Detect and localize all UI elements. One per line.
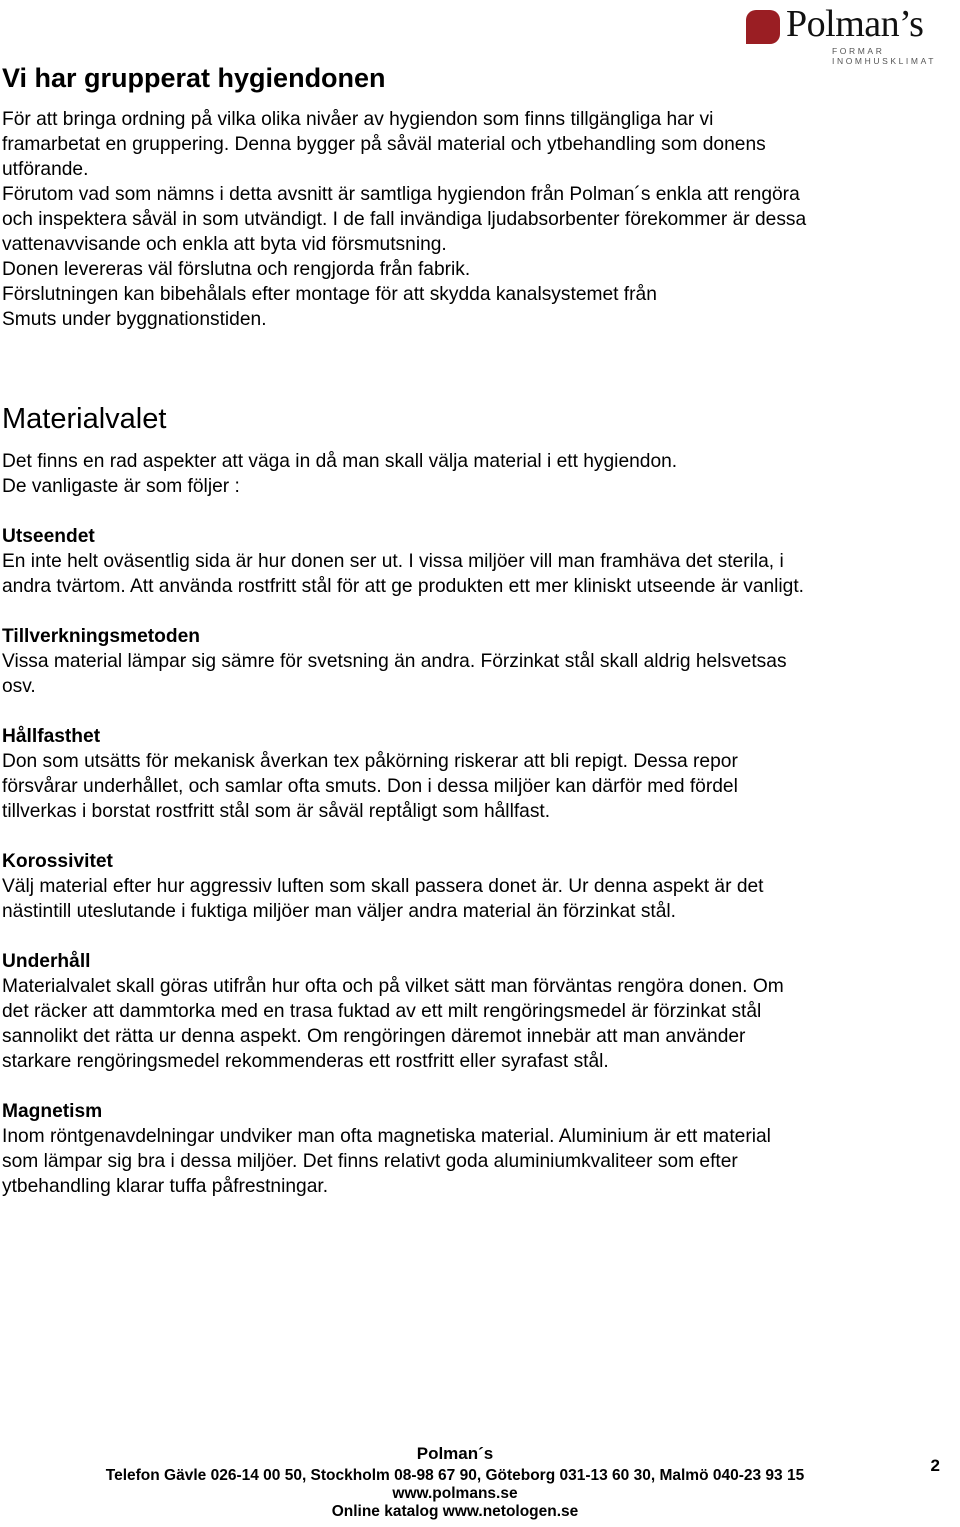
section-line: osv.: [2, 676, 36, 697]
material-intro-line: De vanligaste är som följer :: [2, 476, 240, 497]
section-line: En inte helt oväsentlig sida är hur donen ser ut. I vissa miljöer vill man framhäva det sterila, i: [2, 551, 784, 572]
subheading-underhall: Underhåll: [2, 951, 91, 972]
section-tillverkningsmetoden: [2, 624, 952, 699]
section-korossivitet: [2, 849, 952, 924]
intro-paragraph: [2, 107, 952, 332]
section-underhall: [2, 949, 952, 1074]
subheading-utseendet: Utseendet: [2, 526, 95, 547]
subheading-tillverkningsmetoden: Tillverkningsmetoden: [2, 626, 200, 647]
intro-line: Förslutningen kan bibehålals efter montage för att skydda kanalsystemet från: [2, 284, 657, 305]
intro-line: För att bringa ordning på vilka olika nivåer av hygiendon som finns tillgängliga har vi: [2, 109, 714, 130]
logo-name: Polman’s: [786, 3, 924, 45]
page-number: 2: [930, 1456, 940, 1475]
footer-website-link[interactable]: www.polmans.se: [392, 1485, 518, 1502]
footer-company: Polman´s: [416, 1444, 494, 1463]
footer-phones: Telefon Gävle 026-14 00 50, Stockholm 08-98 67 90, Göteborg 031-13 60 30, Malmö 040-23 93 15: [105, 1467, 805, 1484]
section-line: andra tvärtom. Att använda rostfritt stål för att ge produkten ett mer kliniskt utseende är vanligt.: [2, 576, 805, 597]
section-line: det räcker att dammtorka med en trasa fuktad av ett milt rengöringsmedel är förzinkat stål: [2, 1001, 762, 1022]
section-line: tillverkas i borstat rostfritt stål som är såväl reptåligt som hållfast.: [2, 801, 551, 822]
section-line: Välj material efter hur aggressiv luften som skall passera donet är. Ur denna aspekt är det: [2, 876, 764, 897]
section-line: starkare rengöringsmedel rekommenderas ett rostfritt eller syrafast stål.: [2, 1051, 609, 1072]
section-line: sannolikt det rätta ur denna aspekt. Om rengöringen däremot innebär att man använder: [2, 1026, 746, 1047]
section-line: nästintill uteslutande i fuktiga miljöer man väljer andra material än förzinkat stål.: [2, 901, 677, 922]
section-line: Vissa material lämpar sig sämre för svetsning än andra. Förzinkat stål skall aldrig helsvetsas: [2, 651, 787, 672]
page-title: Vi har grupperat hygiendonen: [2, 63, 386, 93]
footer-catalog-link[interactable]: Online katalog www.netologen.se: [331, 1503, 579, 1520]
section-line: Inom röntgenavdelningar undviker man ofta magnetiska material. Aluminium är ett material: [2, 1126, 771, 1147]
section-line: Materialvalet skall göras utifrån hur ofta och på vilket sätt man förväntas rengöra donen. Om: [2, 976, 784, 997]
subheading-hallfasthet: Hållfasthet: [2, 726, 101, 747]
subheading-korossivitet: Korossivitet: [2, 851, 113, 872]
intro-line: Förutom vad som nämns i detta avsnitt är samtliga hygiendon från Polman´s enkla att rengöra: [2, 184, 800, 205]
section-line: som lämpar sig bra i dessa miljöer. Det finns relativt goda aluminiumkvaliteer som efter: [2, 1151, 738, 1172]
section-utseendet: [2, 524, 952, 599]
intro-line: vattenavvisande och enkla att byta vid försmutsning.: [2, 234, 447, 255]
intro-line: Donen levereras väl förslutna och rengjorda från fabrik.: [2, 259, 471, 280]
section-title-materialvalet: Materialvalet: [2, 403, 167, 435]
polmans-logo-mark-icon: [746, 10, 780, 44]
section-line: försvårar underhållet, och samlar ofta smuts. Don i dessa miljöer kan därför med fördel: [2, 776, 738, 797]
material-intro-line: Det finns en rad aspekter att väga in då man skall välja material i ett hygiendon.: [2, 451, 678, 472]
logo-tagline: FORMAR INOMHUSKLIMAT: [832, 46, 937, 66]
section-hallfasthet: [2, 724, 952, 824]
material-intro-paragraph: [2, 449, 952, 499]
intro-line: utförande.: [2, 159, 89, 180]
polmans-logo: [746, 3, 956, 66]
subheading-magnetism: Magnetism: [2, 1101, 103, 1122]
section-line: Don som utsätts för mekanisk åverkan tex påkörning riskerar att bli repigt. Dessa repor: [2, 751, 738, 772]
intro-line: och inspektera såväl in som utvändigt. I de fall invändiga ljudabsorbenter förekommer är dessa: [2, 209, 807, 230]
intro-line: framarbetat en gruppering. Denna bygger på såväl material och ytbehandling som donens: [2, 134, 766, 155]
intro-line: Smuts under byggnationstiden.: [2, 309, 267, 330]
section-magnetism: [2, 1099, 952, 1199]
section-line: ytbehandling klarar tuffa påfrestningar.: [2, 1176, 329, 1197]
